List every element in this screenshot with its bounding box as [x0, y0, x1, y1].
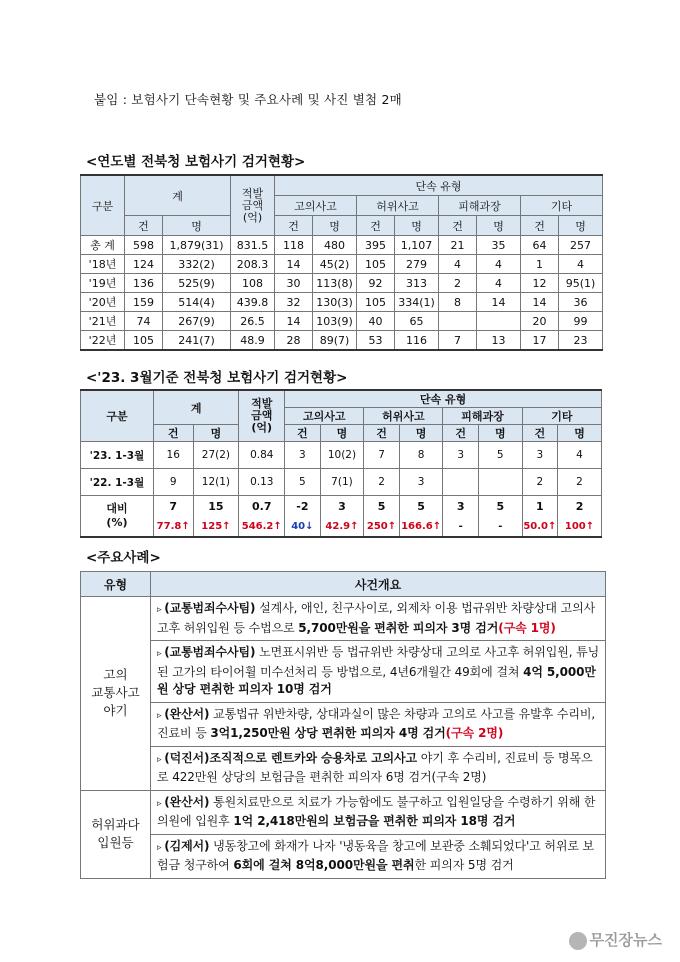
case-count-header: 건	[364, 425, 399, 442]
table-cell: 4	[558, 442, 602, 469]
row-label: '18년	[81, 255, 125, 274]
case-text: 노면표시위반 등 법규위반 차량상대 고의로 사고후 허위입원, 튜닝된 고가의 타이어휠 미수선처리 등 방법으로, 4년6개월간 49회에 걸쳐	[157, 645, 600, 679]
table-cell: 103(9)	[313, 312, 357, 331]
table-cell: 267(9)	[163, 312, 231, 331]
table-cell: 21	[439, 236, 477, 255]
row-label: '22. 1-3월	[81, 469, 154, 496]
case-count-header: 건	[125, 216, 163, 236]
case-unit: (교통범죄수사팀)	[164, 601, 256, 615]
table-row	[81, 312, 603, 331]
case-summary	[151, 746, 606, 790]
case-text: 교통법규 위반차량, 상대과실이 많은 차량과 고의로 사고를 유발후 수리비, 진료비 등	[157, 706, 596, 740]
percent-cell: 250↑	[364, 516, 399, 537]
table-cell: 108	[231, 274, 275, 293]
row-label: 총 계	[81, 236, 125, 255]
type-header: 고의사고	[285, 408, 364, 425]
table-row	[81, 293, 603, 312]
table-cell: 124	[125, 255, 163, 274]
table-cell: 0.84	[239, 442, 285, 469]
diff-row	[81, 496, 602, 517]
table-cell: 514(4)	[163, 293, 231, 312]
table-cell: 9	[153, 469, 193, 496]
case-text: 통원치료만으로 치료가 가능함에도 불구하고 입원일당을 수령하기 위해 한의원에 입원후	[157, 794, 596, 828]
table-cell: 118	[275, 236, 313, 255]
table-cell	[443, 469, 478, 496]
table-cell: 5	[478, 442, 522, 469]
table-cell: 4	[477, 255, 521, 274]
type-header: 기타	[521, 196, 603, 216]
table-row	[81, 331, 603, 351]
col-header-amount: 적발 금액 (억)	[239, 390, 285, 442]
table-cell: 32	[275, 293, 313, 312]
col-header-gubun: 구분	[81, 390, 154, 442]
table-cell: 14	[521, 293, 559, 312]
case-count-header: 건	[153, 425, 193, 442]
person-count-header: 명	[320, 425, 364, 442]
bullet-icon: ▹	[157, 605, 165, 615]
person-count-header: 명	[395, 216, 439, 236]
col-header-type: 유형	[81, 572, 151, 597]
table-cell: 313	[395, 274, 439, 293]
table-cell: 74	[125, 312, 163, 331]
table-cell: 89(7)	[313, 331, 357, 351]
case-count-header: 건	[357, 216, 395, 236]
type-header: 허위사고	[357, 196, 439, 216]
percent-cell: 50.0↑	[522, 516, 557, 537]
table-cell: 105	[357, 293, 395, 312]
watermark	[569, 929, 662, 950]
cases-title: <주요사례>	[86, 550, 161, 566]
table-cell: 7	[364, 442, 399, 469]
table-cell: 257	[559, 236, 603, 255]
type-header: 피해과장	[439, 196, 521, 216]
type-header: 고의사고	[275, 196, 357, 216]
person-count-header: 명	[559, 216, 603, 236]
table-cell: 95(1)	[559, 274, 603, 293]
person-count-header: 명	[193, 425, 239, 442]
table-cell: 10(2)	[320, 442, 364, 469]
diff-cell: 5	[478, 496, 522, 517]
case-row	[81, 834, 606, 878]
case-unit: (덕진서)	[164, 750, 210, 765]
table-cell: 14	[477, 293, 521, 312]
march-arrest-table	[80, 389, 602, 538]
table-cell: 8	[439, 293, 477, 312]
diff-cell: 5	[399, 496, 443, 517]
table-cell: 525(9)	[163, 274, 231, 293]
case-count-header: 건	[285, 425, 320, 442]
table-cell: 45(2)	[313, 255, 357, 274]
table-cell: 12(1)	[193, 469, 239, 496]
row-label: '22년	[81, 331, 125, 351]
table-cell: 395	[357, 236, 395, 255]
diff-cell: 5	[364, 496, 399, 517]
bullet-icon: ▹	[157, 798, 165, 809]
case-highlight: 1억 2,418만원의 보험금을 편취한 피의자 18명 검거	[233, 814, 516, 828]
case-tail: 한 피의자 5명 검거	[414, 858, 514, 872]
case-row	[81, 597, 606, 641]
table-cell: 14	[275, 312, 313, 331]
table-cell: 53	[357, 331, 395, 351]
table-cell: 831.5	[231, 236, 275, 255]
case-type: 고의 교통사고 야기	[81, 597, 151, 791]
diff-cell: 3	[443, 496, 478, 517]
table-cell: 4	[439, 255, 477, 274]
case-highlight: 3억1,250만원 상당 편취한 피의자 4명 검거	[210, 726, 446, 740]
table-cell: 3	[443, 442, 478, 469]
percent-cell: 125↑	[193, 516, 239, 537]
table-cell: 40	[357, 312, 395, 331]
table-cell: 116	[395, 331, 439, 351]
percent-cell: 100↑	[558, 516, 602, 537]
table-cell: 36	[559, 293, 603, 312]
case-text: 설계사, 애인, 친구사이로, 외제차 이용 법규위반 차량상대 고의사고후 허위입원 등 수법으로	[157, 601, 596, 635]
attachment-note: 붙임 : 보험사기 단속현황 및 주요사례 및 사진 별첨 2매	[94, 92, 402, 107]
table-cell: 4	[559, 255, 603, 274]
table-cell: 480	[313, 236, 357, 255]
col-header-total: 계	[125, 175, 231, 216]
person-count-header: 명	[399, 425, 443, 442]
march-table-title: <'23. 3월기준 전북청 보험사기 검거현황>	[86, 370, 348, 386]
table-cell: 279	[395, 255, 439, 274]
table-cell: 16	[153, 442, 193, 469]
case-unit: (김제서)	[164, 838, 210, 853]
table-cell: 332(2)	[163, 255, 231, 274]
col-header-total: 계	[153, 390, 238, 425]
type-header: 기타	[522, 408, 601, 425]
row-label: '19년	[81, 274, 125, 293]
case-text: 냉동창고에 화재가 나자 '냉동육을 창고에 보관중 소훼되었다'고 허위로 보험금 청구하여	[157, 838, 595, 872]
case-count-header: 건	[275, 216, 313, 236]
table-cell: 136	[125, 274, 163, 293]
case-row	[81, 746, 606, 790]
person-count-header: 명	[477, 216, 521, 236]
case-row	[81, 702, 606, 746]
table-cell	[439, 312, 477, 331]
col-header-summary: 사건개요	[151, 572, 606, 597]
case-summary	[151, 790, 606, 834]
diff-cell: -2	[285, 496, 320, 517]
col-header-type: 단속 유형	[285, 390, 602, 408]
percent-cell: -	[478, 516, 522, 537]
table-cell: 2	[439, 274, 477, 293]
table-cell: 5	[285, 469, 320, 496]
person-count-header: 명	[313, 216, 357, 236]
bullet-icon: ▹	[157, 842, 165, 853]
case-tail: 야기 후 수리비, 진료비 등 명목으로 422만원 상당의 보험금을 편취한 피의자 6명 검거(구속 2명)	[157, 750, 593, 784]
case-row	[81, 790, 606, 834]
person-count-header: 명	[163, 216, 231, 236]
col-header-type: 단속 유형	[275, 175, 603, 196]
table-cell: 7(1)	[320, 469, 364, 496]
case-highlight: 6회에 걸쳐 8억8,000만원을 편취	[233, 858, 415, 872]
table-cell: 35	[477, 236, 521, 255]
major-cases-table	[80, 571, 606, 879]
case-summary	[151, 597, 606, 641]
case-arrest: (구속 2명)	[445, 726, 504, 740]
percent-cell: 166.6↑	[399, 516, 443, 537]
diff-cell: 0.7	[239, 496, 285, 517]
table-cell: 65	[395, 312, 439, 331]
percent-cell: 546.2↑	[239, 516, 285, 537]
table-cell: 28	[275, 331, 313, 351]
case-arrest: (구속 1명)	[498, 620, 556, 635]
bullet-icon: ▹	[157, 649, 165, 659]
table-cell	[477, 312, 521, 331]
table-cell: 17	[521, 331, 559, 351]
table-cell: 48.9	[231, 331, 275, 351]
table-cell: 439.8	[231, 293, 275, 312]
case-count-header: 건	[522, 425, 557, 442]
table-cell: 12	[521, 274, 559, 293]
table-cell: 1,107	[395, 236, 439, 255]
table-cell: 598	[125, 236, 163, 255]
case-count-header: 건	[521, 216, 559, 236]
table-cell	[478, 469, 522, 496]
table-cell: 3	[285, 442, 320, 469]
diff-cell: 7	[153, 496, 193, 517]
bullet-icon: ▹	[157, 754, 165, 765]
row-label: '20년	[81, 293, 125, 312]
percent-row	[81, 516, 602, 537]
table-cell: 1,879(31)	[163, 236, 231, 255]
person-count-header: 명	[558, 425, 602, 442]
table-row	[81, 236, 603, 255]
col-header-amount: 적발 금액 (억)	[231, 175, 275, 236]
person-count-header: 명	[478, 425, 522, 442]
table-cell: 26.5	[231, 312, 275, 331]
case-count-header: 건	[439, 216, 477, 236]
table-cell: 1	[521, 255, 559, 274]
yearly-table-title: <연도별 전북청 보험사기 검거현황>	[86, 154, 306, 170]
type-header: 허위사고	[364, 408, 443, 425]
case-highlight: 5,700만원을 편취한 피의자 3명 검거	[298, 620, 499, 635]
table-cell: 20	[521, 312, 559, 331]
table-cell: 8	[399, 442, 443, 469]
case-unit: (교통범죄수사팀)	[164, 645, 256, 659]
case-type: 허위과다 입원등	[81, 790, 151, 878]
table-cell: 2	[364, 469, 399, 496]
case-summary	[151, 834, 606, 878]
watermark-logo-icon	[569, 932, 587, 950]
table-cell: 113(8)	[313, 274, 357, 293]
case-summary	[151, 641, 606, 703]
diff-cell: 3	[320, 496, 364, 517]
table-cell: 99	[559, 312, 603, 331]
percent-cell: 77.8↑	[153, 516, 193, 537]
table-cell: 64	[521, 236, 559, 255]
watermark-text: 무진장뉴스	[589, 931, 662, 949]
case-unit: (완산서)	[164, 794, 210, 809]
case-unit: (완산서)	[164, 706, 210, 721]
table-cell: 3	[399, 469, 443, 496]
table-cell: 2	[558, 469, 602, 496]
table-cell: 105	[357, 255, 395, 274]
table-cell: 241(7)	[163, 331, 231, 351]
type-header: 피해과장	[443, 408, 522, 425]
percent-cell: -	[443, 516, 478, 537]
row-label: '23. 1-3월	[81, 442, 154, 469]
table-cell: 208.3	[231, 255, 275, 274]
diff-cell: 1	[522, 496, 557, 517]
percent-cell: 42.9↑	[320, 516, 364, 537]
table-cell: 7	[439, 331, 477, 351]
case-highlight: 조직적으로 렌트카와 승용차로 고의사고	[209, 750, 418, 765]
table-cell: 3	[522, 442, 557, 469]
table-row	[81, 469, 602, 496]
case-summary	[151, 702, 606, 746]
diff-cell: 2	[558, 496, 602, 517]
diff-cell: 15	[193, 496, 239, 517]
row-label: '21년	[81, 312, 125, 331]
table-cell: 92	[357, 274, 395, 293]
table-cell: 23	[559, 331, 603, 351]
table-row	[81, 442, 602, 469]
table-row	[81, 255, 603, 274]
table-cell: 30	[275, 274, 313, 293]
case-count-header: 건	[443, 425, 478, 442]
table-cell: 2	[522, 469, 557, 496]
table-cell: 0.13	[239, 469, 285, 496]
table-cell: 4	[477, 274, 521, 293]
table-cell: 105	[125, 331, 163, 351]
row-label: 대비 (%)	[81, 496, 154, 538]
col-header-gubun: 구분	[81, 175, 125, 236]
case-row	[81, 641, 606, 703]
table-cell: 334(1)	[395, 293, 439, 312]
yearly-arrest-table	[80, 174, 603, 351]
table-cell: 13	[477, 331, 521, 351]
table-cell: 130(3)	[313, 293, 357, 312]
percent-cell: 40↓	[285, 516, 320, 537]
table-cell: 159	[125, 293, 163, 312]
table-cell: 27(2)	[193, 442, 239, 469]
table-cell: 14	[275, 255, 313, 274]
table-row	[81, 274, 603, 293]
case-highlight: 4억 5,000만원 상당 편취한 피의자 10명 검거	[157, 664, 596, 696]
bullet-icon: ▹	[157, 710, 165, 721]
